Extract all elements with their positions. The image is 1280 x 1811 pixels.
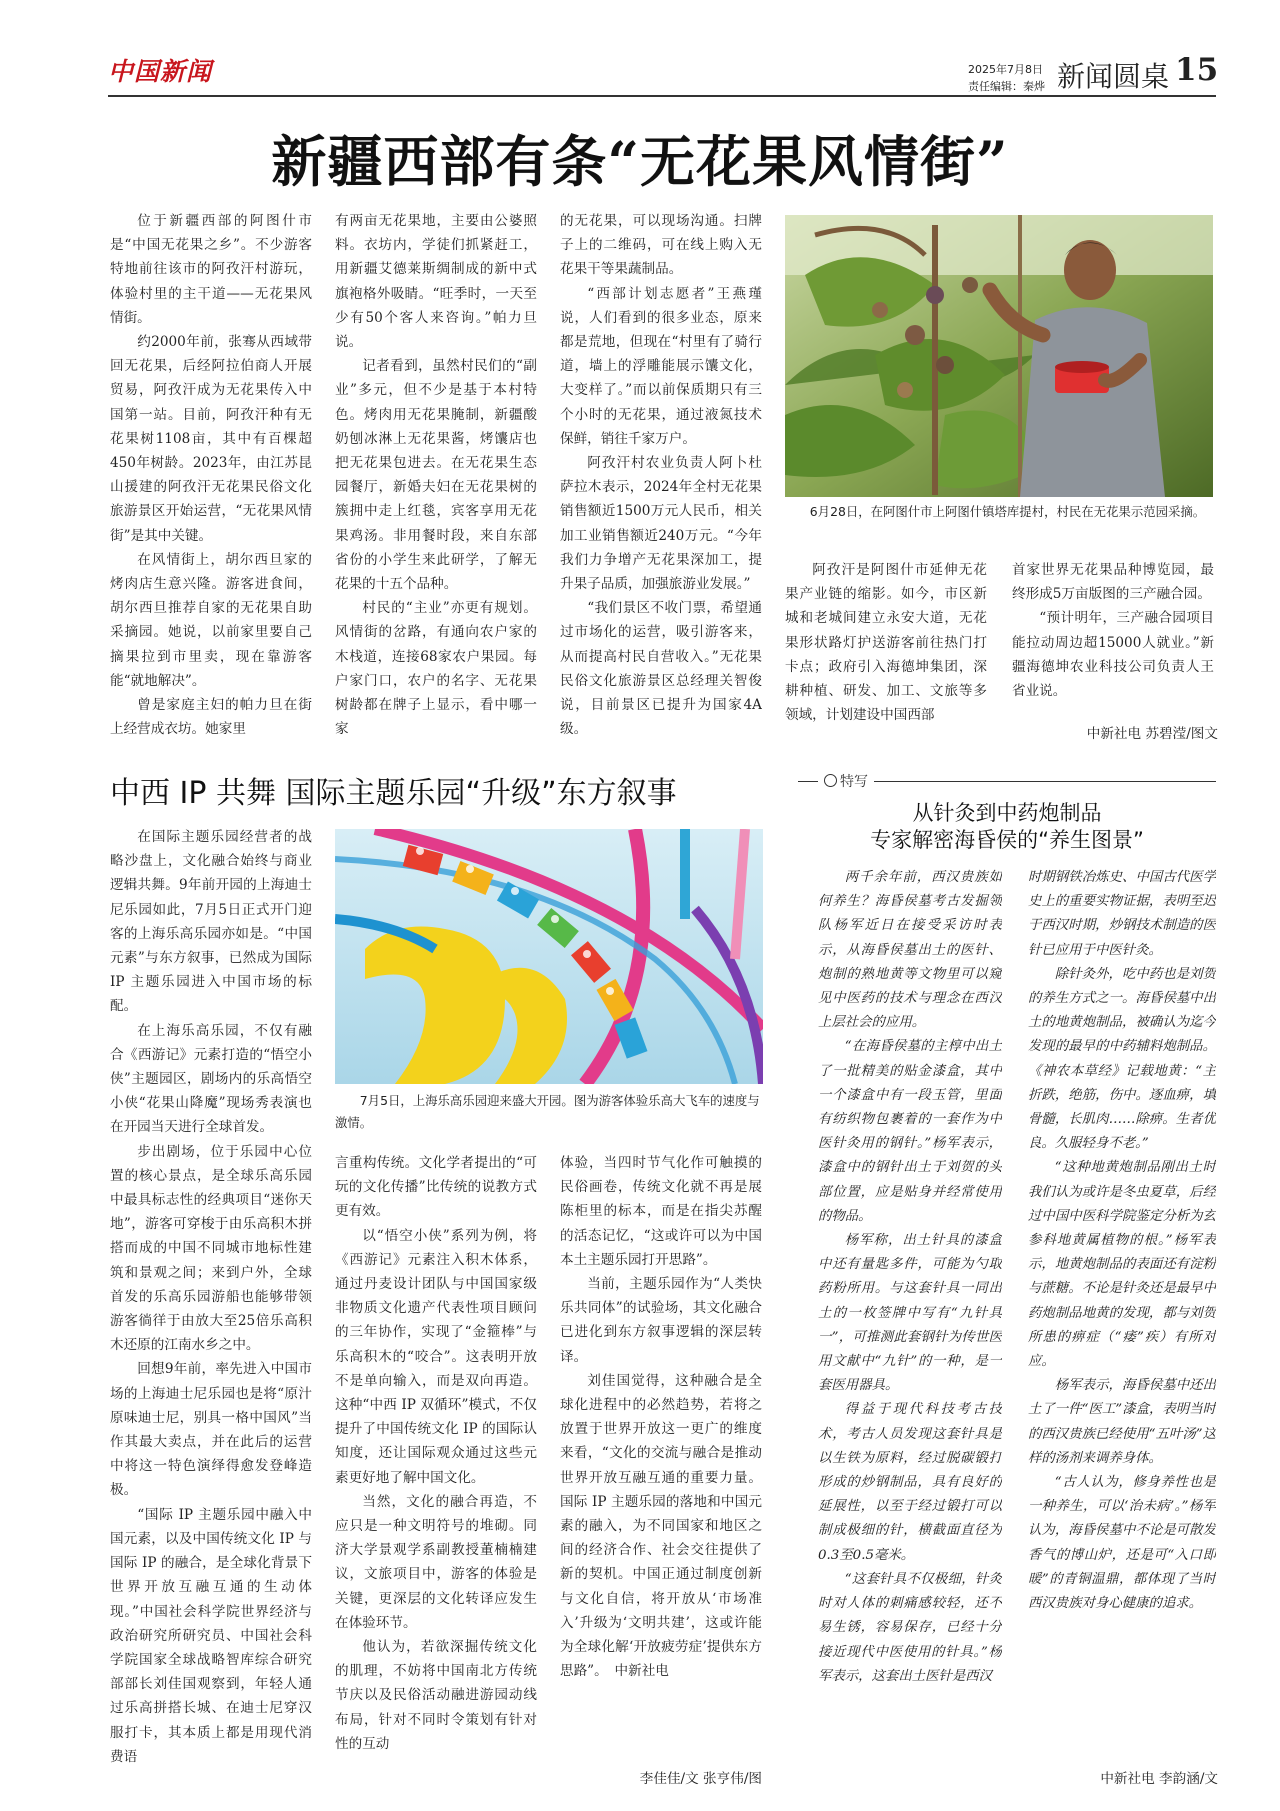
feature-tag [818, 771, 874, 791]
story3-column-1 [818, 866, 1002, 1786]
paragraph: 曾是家庭主妇的帕力旦在街上经营成衣坊。她家里 [110, 697, 312, 738]
masthead-rule [108, 95, 1216, 97]
logo: 中国新闻 [108, 57, 213, 86]
paragraph: “古人认为，修身养性也是一种养生，可以‘治未病’。”杨军认为，海昏侯墓中不论是可散发香气的博山炉，还是可“入口即暖”的青铜温鼎，都体现了当时西汉贵族对身心健康的追求。 [1028, 1475, 1216, 1612]
paragraph: “我们景区不收门票，希望通过市场化的运营，吸引游客来，从而提高村民自营收入。”无花果民俗文化旅游景区总经理关智俊说，目前景区已提升为国家4A级。 [560, 600, 762, 738]
fig-picker-photo [785, 215, 1213, 497]
paragraph: 约2000年前，张骞从西域带回无花果，后经阿拉伯商人开展贸易，阿孜汗成为无花果传入中国第一站。目前，阿孜汗种有无花果树1108亩，其中有百棵超450年树龄。2023年，由江苏昆山援建的阿孜汗无花果民俗文化旅游景区开始运营，“无花果风情街”是其中关键。 [110, 334, 312, 544]
story1-column-2 [335, 209, 537, 744]
paragraph: 得益于现代科技考古技术，考古人员发现这套针具是以生铁为原料，经过脱碳锻打形成的炒钢制品，具有良好的延展性，以至于经过锻打可以制成极细的针，横截面直径为0.3至0.5毫米。 [818, 1402, 1002, 1563]
story1-column-1 [110, 209, 312, 744]
circle-icon [824, 774, 837, 787]
paragraph: 回想9年前，率先进入中国市场的上海迪士尼乐园也是将“原汁原味迪士尼，别具一格中国风”当作其最大卖点，并在此后的运营中将这一特色演绎得愈发登峰造极。 [110, 1361, 312, 1499]
story3-byline: 中新社电 李韵涵/文 [1100, 1771, 1218, 1787]
page-number: 15 [1175, 52, 1219, 88]
paragraph: 两千余年前，西汉贵族如何养生？海昏侯墓考古发掘领队杨军近日在接受采访时表示，从海昏侯墓出土的医针、炮制的熟地黄等文物里可以窥见中医药的技术与理念在西汉上层社会的应用。 [818, 870, 1002, 1031]
story1-byline: 中新社电 苏碧滢/图文 [1086, 726, 1218, 742]
paragraph: “这种地黄炮制品刚出土时我们认为或许是冬虫夏草，后经过中国中医科学院鉴定分析为玄参科地黄属植物的根。”杨军表示，地黄炮制品的表面还有淀粉与蔗糖。不论是针灸还是最早中药炮制品地黄的发现，都与刘贺所患的痹症（“痿”疾）有所对应。 [1028, 1160, 1216, 1370]
paragraph: 除针灸外，吃中药也是刘贺的养生方式之一。海昏侯墓中出土的地黄炮制品，被确认为迄今发现的最早的中药辅料炮制品。《神农本草经》记载地黄：“主折跌，绝筋，伤中。逐血痹，填骨髓，长肌肉……除痹。生者优良。久服轻身不老。” [1028, 966, 1216, 1152]
story2-column-3 [560, 1151, 762, 1761]
paragraph: 阿孜汗村农业负责人阿卜杜萨拉木表示，2024年全村无花果销售额近1500万元人民币，相关加工业销售额近240万元。“今年我们力争增产无花果深加工，提升果子品质，加强旅游业发展。” [560, 455, 762, 593]
paragraph: 言重构传统。文化学者提出的“可玩的文化传播”比传统的说教方式更有效。 [335, 1155, 537, 1220]
story1-caption: 6月28日，在阿图什市上阿图什镇塔库提村，村民在无花果示范园采摘。 [809, 504, 1206, 519]
paragraph: 以“悟空小侠”系列为例，将《西游记》元素注入积木体系，通过丹麦设计团队与中国国家级非物质文化遗产代表性项目顾问的三年协作，实现了“金箍棒”与乐高积木的“咬合”。这表明开放不是单向输入，而是双向再造。这种“中西 IP 双循环”模式，不仅提升了中国传统文化 IP 的国际认知度，还让国际观众通过这些元素更好地了解中国文化。 [335, 1227, 537, 1486]
paragraph: 当前，主题乐园作为“人类快乐共同体”的试验场，其文化融合已进化到东方叙事逻辑的深层转译。 [560, 1276, 762, 1365]
paragraph: 杨军称，出土针具的漆盒中还有量匙多件，可能为勺取药粉所用。与这套针具一同出土的一枚签牌中写有“九针具一”，可推测此套钢针为传世医用文献中“九针”的一种，是一套医用器具。 [818, 1233, 1002, 1394]
paragraph: 步出剧场，位于乐园中心位置的核心景点，是全球乐高乐园中最具标志性的经典项目“迷你天地”，游客可穿梭于由乐高积木拼搭而成的中国不同城市地标性建筑和景观之间；来到户外，全球首发的乐高乐园游船也能够带领游客徜徉于由放大至25倍乐高积木还原的江南水乡之中。 [110, 1143, 312, 1354]
paragraph: 村民的“主业”亦更有规划。风情街的岔路，有通向农户家的木栈道，连接68家农户果园。每户家门口，农户的名字、无花果树龄都在牌子上显示，看中哪一家 [335, 600, 537, 738]
paragraph: 记者看到，虽然村民们的“副业”多元，但不少是基于本村特色。烤肉用无花果腌制，新疆酸奶刨冰淋上无花果酱，烤馕店也把无花果包进去。在无花果生态园餐厅，新婚夫妇在无花果树的簇拥中走上红毯，宾客享用无花果鸡汤。非用餐时段，来自东部省份的小学生来此研学，了解无花果的十五个品种。 [335, 358, 537, 593]
story1-column-4 [785, 558, 987, 746]
story2-column-2 [335, 1151, 537, 1789]
paragraph: 体验，当四时节气化作可触摸的民俗画卷，传统文化就不再是展陈柜里的标本，而是在指尖苏醒的活态记忆，“这或许可以为中国本土主题乐园打开思路”。 [560, 1155, 762, 1268]
story1-column-3 [560, 209, 762, 744]
paragraph: 的无花果，可以现场沟通。扫牌子上的二维码，可在线上购入无花果干等果蔬制品。 [560, 213, 762, 278]
paragraph: 位于新疆西部的阿图什市是“中国无花果之乡”。不少游客特地前往该市的阿孜汗村游玩，体验村里的主干道——无花果风情街。 [110, 213, 312, 326]
paragraph: 阿孜汗是阿图什市延伸无花果产业链的缩影。如今，市区新城和老城间建立永安大道，无花果形状路灯护送游客前往热门打卡点；政府引入海德坤集团，深耕种植、研发、加工、文旅等多领域，计划建设中国西部 [785, 562, 987, 724]
story1-headline: 新疆西部有条“无花果风情街” [271, 129, 1009, 194]
paragraph: 在上海乐高乐园，不仅有融合《西游记》元素打造的“悟空小侠”主题园区，剧场内的乐高悟空小侠“花果山降魔”现场秀表演也在开园当天进行全球首发。 [110, 1022, 312, 1136]
paragraph: 杨军表示，海昏侯墓中还出土了一件“医工”漆盒，表明当时的西汉贵族已经使用“五叶汤”这样的汤剂来调养身体。 [1028, 1378, 1216, 1466]
story2-column-1 [110, 825, 312, 1790]
story3-column-2 [1028, 866, 1216, 1756]
story3-title-line2: 专家解密海昏侯的“养生图景” [870, 828, 1144, 852]
paragraph: 有两亩无花果地，主要由公婆照料。衣坊内，学徒们抓紧赶工，用新疆艾德莱斯绸制成的新中式旗袍格外吸睛。“旺季时，一天至少有50个客人来咨询。”帕力旦说。 [335, 213, 537, 351]
paragraph: “预计明年，三产融合园项目能拉动周边超15000人就业。”新疆海德坤农业科技公司负责人王省业说。 [1012, 610, 1214, 700]
paragraph: “在海昏侯墓的主椁中出土了一批精美的贴金漆盒，其中一个漆盒中有一段玉管，里面有纺织物包裹着的一套作为中医针灸用的钢针。”杨军表示，漆盒中的钢针出土于刘贺的头部位置，应是贴身并经常使用的物品。 [818, 1039, 1002, 1224]
paragraph: 他认为，若欲深掘传统文化的肌理，不妨将中国南北方传统节庆以及民俗活动融进游园动线布局，针对不同时令策划有针对性的互动 [335, 1639, 537, 1752]
paragraph: 在风情街上，胡尔西旦家的烤肉店生意兴隆。游客进食间，胡尔西旦推荐自家的无花果自助采摘园。她说，以前家里要自己摘果拉到市里卖，现在靠游客能“就地解决”。 [110, 551, 312, 689]
roller-coaster-photo [335, 829, 763, 1084]
paragraph: 在国际主题乐园经营者的战略沙盘上，文化融合始终与商业逻辑共舞。9年前开园的上海迪士尼乐园如此，7月5日正式开门迎客的上海乐高乐园亦如是。“中国元素”与东方叙事，已然成为国际 IP 主题乐园进入中国市场的标配。 [110, 829, 312, 1015]
paragraph: 当然，文化的融合再造，不应只是一种文明符号的堆砌。同济大学景观学系副教授董楠楠建议，文旅项目中，游客的体验是关键，更深层的文化转译应发生在体验环节。 [335, 1493, 537, 1631]
paragraph: 首家世界无花果品种博览园，最终形成5万亩版图的三产融合园。 [1012, 562, 1214, 603]
paragraph: “这套针具不仅极细，针灸时对人体的刺痛感较轻，还不易生锈，容易保存，已经十分接近现代中医使用的针具。”杨军表示，这套出土医针是西汉 [818, 1571, 1002, 1684]
story2-caption: 7月5日，上海乐高乐园迎来盛大开园。图为游客体验乐高大飞车的速度与激情。 [335, 1093, 760, 1130]
paragraph: “西部计划志愿者”王燕瑾说，人们看到的很多业态，原来都是荒地，但现在“村里有了骑行道，墙上的浮雕能展示馕文化，大变样了。”而以前保质期只有三个小时的无花果，通过液氮技术保鲜，销往千家万户。 [560, 285, 762, 447]
story2-headline: 中西 IP 共舞 国际主题乐园“升级”东方叙事 [110, 776, 677, 811]
feature-tag-label: 特写 [840, 774, 868, 790]
paragraph: 时期钢铁冶炼史、中国古代医学史上的重要实物证据，表明至迟于西汉时期，炒钢技术制造的医针已应用于中医针灸。 [1028, 870, 1216, 958]
paragraph: 刘佳国觉得，这种融合是全球化进程中的必然趋势，若将之放置于世界开放这一更广的维度来看，“文化的交流与融合是推动世界开放互融互通的重要力量。国际 IP 主题乐园的落地和中国元素的融入，为不同国家和地区之间的经济合作、社会交往提供了新的契机。中国正通过制度创新与文化自信，将开放从‘市场准入’升级为‘文明共建’，这或许能为全球化解‘开放疲劳症’提供东方思路”。 中新社电 [560, 1372, 762, 1680]
paragraph: “国际 IP 主题乐园中融入中国元素，以及中国传统文化 IP 与国际 IP 的融合，是全球化背景下世界开放互融互通的生动体现。”中国社会科学院世界经济与政治研究所研究员、中国社会科学院国家全球战略智库综合研究部部长刘佳国观察到，年轻人通过乐高拼搭长城、在迪士尼穿汉服打卡，其本质上都是用现代消费语 [110, 1506, 312, 1765]
story1-column-5 [1012, 558, 1214, 718]
masthead [0, 0, 1280, 100]
issue-date: 2025年7月8日 [968, 63, 1043, 76]
section-name: 新闻圆桌 [1057, 60, 1170, 93]
story3-title-line1: 从针灸到中药炮制品 [912, 801, 1102, 825]
editor-credit: 责任编辑：秦烨 [968, 80, 1045, 93]
story2-byline: 李佳佳/文 张亨伟/图 [639, 1771, 762, 1787]
